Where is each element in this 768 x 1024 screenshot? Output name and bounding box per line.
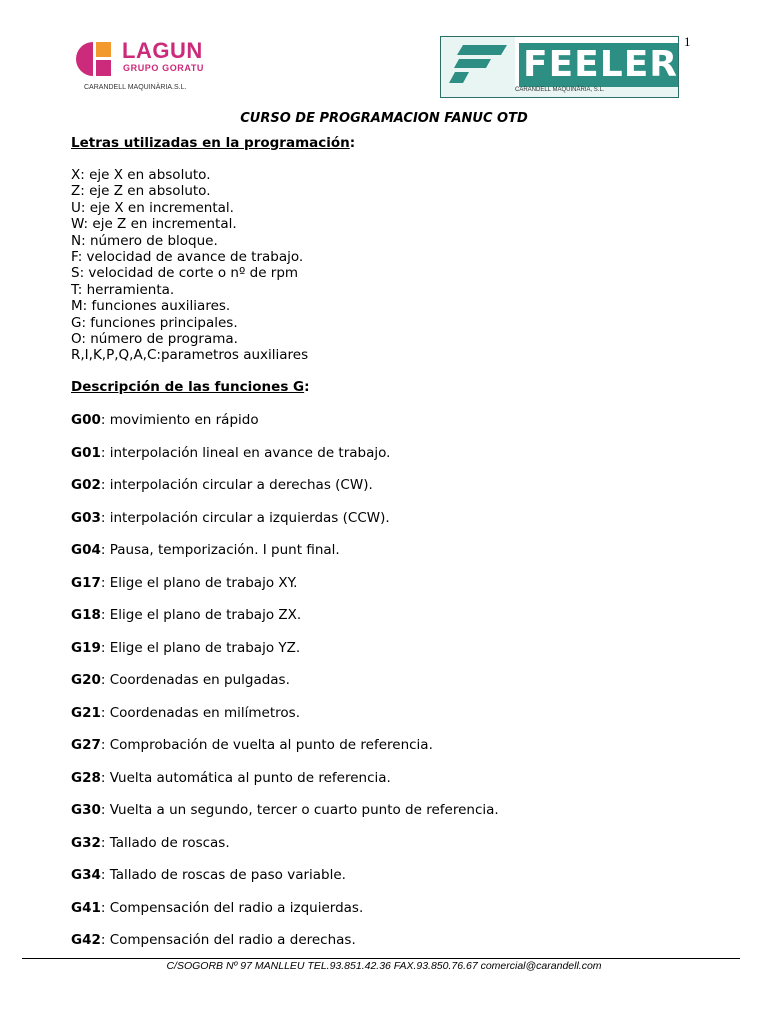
g-code: G27	[71, 737, 101, 753]
g-function-item	[71, 769, 499, 802]
g-function-item	[71, 899, 499, 932]
g-description: : interpolación circular a derechas (CW).	[100, 477, 373, 493]
feeler-name: FEELER	[519, 43, 678, 87]
letter-item: N: número de bloque.	[71, 232, 218, 249]
letter-item: G: funciones principales.	[71, 314, 238, 331]
g-code: G19	[71, 639, 101, 656]
g-description: : Elige el plano de trabajo XY.	[100, 574, 298, 591]
page-number: 1	[684, 34, 691, 49]
letter-item: R,I,K,P,Q,A,C:parametros auxiliares	[71, 347, 309, 364]
g-description: : Vuelta automática al punto de referencia.	[100, 769, 391, 786]
g-code: G41	[71, 899, 101, 916]
g-functions-list	[71, 411, 499, 964]
g-description: : Elige el plano de trabajo YZ.	[100, 639, 301, 656]
g-description: : Coordenadas en pulgadas.	[100, 672, 290, 688]
g-code: G30	[71, 802, 101, 818]
g-function-item	[71, 574, 499, 607]
g-description: : interpolación circular a izquierdas (CCW).	[100, 509, 390, 526]
g-function-item	[71, 834, 499, 867]
page-title: CURSO DE PROGRAMACION FANUC OTD	[240, 111, 528, 126]
g-code: G21	[71, 704, 101, 721]
g-function-item	[71, 801, 499, 834]
lagun-logo	[74, 38, 234, 98]
g-description: : movimiento en rápido	[100, 412, 259, 428]
g-code: G18	[71, 607, 101, 623]
footer-address: C/SOGORB Nº 97 MANLLEU TEL.93.851.42.36 FAX.93.850.76.67 comercial@carandell.com	[166, 960, 602, 972]
g-description: : Elige el plano de trabajo ZX.	[100, 607, 302, 623]
letter-item: Z: eje Z en absoluto.	[71, 183, 211, 200]
g-function-item	[71, 704, 499, 737]
g-code: G03	[71, 509, 101, 526]
g-description: : Tallado de roscas.	[100, 834, 230, 851]
letter-item: X: eje X en absoluto.	[71, 167, 211, 183]
g-function-item	[71, 736, 499, 769]
g-function-item	[71, 639, 499, 672]
g-description: : Compensación del radio a derechas.	[100, 932, 356, 948]
g-function-item	[71, 671, 499, 704]
g-function-item	[71, 866, 499, 899]
letter-item: T: herramienta.	[71, 281, 175, 298]
g-function-item	[71, 606, 499, 639]
feeler-f-icon	[441, 37, 515, 87]
lagun-name: LAGUN	[122, 38, 203, 63]
g-code: G00	[71, 412, 101, 428]
g-description: : Compensación del radio a izquierdas.	[100, 899, 364, 916]
g-code: G20	[71, 672, 101, 688]
g-function-item	[71, 541, 499, 574]
g-function-item	[71, 476, 499, 509]
letter-item: F: velocidad de avance de trabajo.	[71, 249, 304, 266]
g-description: : Coordenadas en milímetros.	[100, 704, 300, 721]
g-code: G32	[71, 834, 101, 851]
g-functions-heading-text: Descripción de las funciones G	[71, 379, 305, 395]
lagun-company: CARANDELL MAQUINÀRIA.S.L.	[84, 84, 187, 91]
footer-divider	[22, 958, 740, 959]
g-code: G28	[71, 769, 101, 786]
g-function-item	[71, 444, 499, 477]
feeler-company: CARANDELL MAQUINÀRIA, S.L.	[515, 87, 605, 93]
g-code: G42	[71, 932, 101, 948]
g-description: : interpolación lineal en avance de trabajo.	[100, 444, 391, 461]
g-description: : Pausa, temporización. I punt final.	[100, 542, 340, 558]
g-code: G02	[71, 477, 101, 493]
letter-item: W: eje Z en incremental.	[71, 216, 237, 233]
g-code: G17	[71, 574, 101, 591]
lagun-mark-icon	[74, 40, 114, 78]
letters-heading-text: Letras utilizadas en la programación	[71, 135, 350, 151]
g-function-item	[71, 411, 499, 444]
letters-list	[71, 167, 308, 364]
feeler-logo	[440, 36, 679, 98]
g-code: G01	[71, 444, 101, 461]
g-code: G34	[71, 867, 101, 883]
g-description: : Tallado de roscas de paso variable.	[100, 867, 346, 883]
g-code: G04	[71, 542, 101, 558]
letters-heading: Letras utilizadas en la programación:	[71, 135, 356, 151]
letter-item: S: velocidad de corte o nº de rpm	[71, 265, 299, 282]
g-function-item	[71, 509, 499, 542]
g-description: : Vuelta a un segundo, tercer o cuarto punto de referencia.	[100, 802, 499, 818]
lagun-subtitle: GRUPO GORATU	[123, 63, 205, 73]
letter-item: U: eje X en incremental.	[71, 199, 234, 216]
g-description: : Comprobación de vuelta al punto de referencia.	[100, 737, 433, 753]
letter-item: O: número de programa.	[71, 331, 238, 348]
letter-item: M: funciones auxiliares.	[71, 298, 231, 315]
g-functions-heading: Descripción de las funciones G:	[71, 379, 310, 395]
